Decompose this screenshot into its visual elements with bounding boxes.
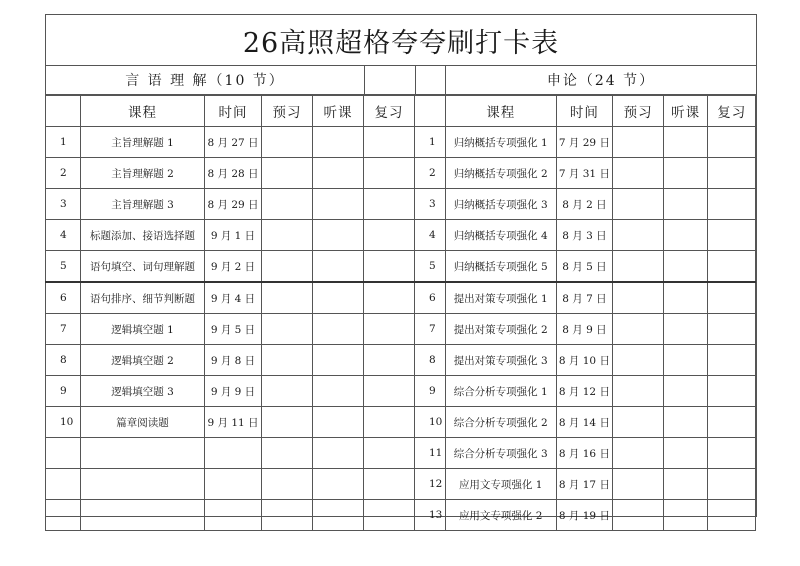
table-row bbox=[415, 189, 756, 220]
table-row bbox=[46, 500, 415, 531]
right-review-check[interactable] bbox=[708, 251, 756, 283]
table-row bbox=[415, 220, 756, 251]
left-course-date: 9 月 9 日 bbox=[205, 376, 262, 407]
table-row bbox=[46, 282, 415, 314]
table-row bbox=[46, 376, 415, 407]
left-preview-header: 预习 bbox=[262, 96, 313, 127]
left-course-date: 9 月 11 日 bbox=[205, 407, 262, 438]
right-preview-check[interactable] bbox=[613, 314, 663, 345]
left-preview-check[interactable] bbox=[262, 469, 313, 500]
right-review-check[interactable] bbox=[708, 314, 756, 345]
left-course-name: 主旨理解题 1 bbox=[81, 127, 205, 158]
right-course-date: 7 月 29 日 bbox=[556, 127, 613, 158]
left-preview-check[interactable] bbox=[262, 407, 313, 438]
left-preview-check[interactable] bbox=[262, 127, 313, 158]
right-review-check[interactable] bbox=[708, 500, 756, 531]
right-lecture-check[interactable] bbox=[663, 158, 708, 189]
right-lecture-check[interactable] bbox=[663, 314, 708, 345]
right-preview-check[interactable] bbox=[613, 220, 663, 251]
table-row bbox=[46, 345, 415, 376]
right-lecture-check[interactable] bbox=[663, 251, 708, 283]
right-course-date: 8 月 5 日 bbox=[556, 251, 613, 283]
table-row bbox=[415, 376, 756, 407]
right-table bbox=[414, 95, 756, 531]
right-review-check[interactable] bbox=[708, 469, 756, 500]
right-row-index: 5 bbox=[415, 251, 446, 283]
left-preview-check[interactable] bbox=[262, 220, 313, 251]
left-row-index: 6 bbox=[46, 282, 81, 314]
table-row bbox=[415, 469, 756, 500]
left-review-check[interactable] bbox=[364, 189, 415, 220]
table-row bbox=[46, 158, 415, 189]
right-preview-check[interactable] bbox=[613, 376, 663, 407]
right-course-name: 提出对策专项强化 2 bbox=[445, 314, 556, 345]
right-row-index: 13 bbox=[415, 500, 446, 531]
left-course-date: 9 月 8 日 bbox=[205, 345, 262, 376]
table-row bbox=[46, 469, 415, 500]
left-preview-check[interactable] bbox=[262, 282, 313, 314]
left-preview-check[interactable] bbox=[262, 189, 313, 220]
left-row-index bbox=[46, 500, 81, 531]
right-review-check[interactable] bbox=[708, 345, 756, 376]
right-preview-check[interactable] bbox=[613, 438, 663, 469]
right-lecture-check[interactable] bbox=[663, 469, 708, 500]
right-course-date: 8 月 2 日 bbox=[556, 189, 613, 220]
left-row-index bbox=[46, 469, 81, 500]
left-row-index: 8 bbox=[46, 345, 81, 376]
table-row bbox=[415, 500, 756, 531]
left-lecture-check[interactable] bbox=[313, 189, 364, 220]
left-row-index: 7 bbox=[46, 314, 81, 345]
left-lecture-check[interactable] bbox=[313, 345, 364, 376]
right-preview-check[interactable] bbox=[613, 282, 663, 314]
right-course-header: 课程 bbox=[445, 96, 556, 127]
right-row-index: 9 bbox=[415, 376, 446, 407]
table-row bbox=[46, 127, 415, 158]
checkin-sheet bbox=[45, 14, 757, 522]
right-course-date: 8 月 16 日 bbox=[556, 438, 613, 469]
right-row-index: 2 bbox=[415, 158, 446, 189]
right-index-header bbox=[415, 96, 446, 127]
right-course-date: 7 月 31 日 bbox=[556, 158, 613, 189]
left-preview-check[interactable] bbox=[262, 251, 313, 283]
right-row-index: 4 bbox=[415, 220, 446, 251]
right-course-date: 8 月 14 日 bbox=[556, 407, 613, 438]
right-course-date: 8 月 9 日 bbox=[556, 314, 613, 345]
right-row-index: 7 bbox=[415, 314, 446, 345]
right-section-spacer bbox=[415, 65, 445, 95]
table-row bbox=[415, 314, 756, 345]
right-lecture-check[interactable] bbox=[663, 376, 708, 407]
left-course-name bbox=[81, 438, 205, 469]
left-course-name: 主旨理解题 2 bbox=[81, 158, 205, 189]
left-course-date: 9 月 4 日 bbox=[205, 282, 262, 314]
left-review-check[interactable] bbox=[364, 158, 415, 189]
left-lecture-check[interactable] bbox=[313, 251, 364, 283]
right-course-name: 归纳概括专项强化 2 bbox=[445, 158, 556, 189]
right-preview-check[interactable] bbox=[613, 407, 663, 438]
right-row-index: 1 bbox=[415, 127, 446, 158]
right-preview-check[interactable] bbox=[613, 251, 663, 283]
left-review-check[interactable] bbox=[364, 438, 415, 469]
right-course-name: 综合分析专项强化 2 bbox=[445, 407, 556, 438]
right-preview-check[interactable] bbox=[613, 127, 663, 158]
table-row bbox=[46, 314, 415, 345]
left-lecture-check[interactable] bbox=[313, 407, 364, 438]
right-course-name: 归纳概括专项强化 4 bbox=[445, 220, 556, 251]
left-course-date bbox=[205, 469, 262, 500]
right-preview-check[interactable] bbox=[613, 189, 663, 220]
left-review-check[interactable] bbox=[364, 407, 415, 438]
right-lecture-check[interactable] bbox=[663, 438, 708, 469]
right-header-row bbox=[415, 96, 756, 127]
table-row bbox=[46, 251, 415, 283]
right-row-index: 11 bbox=[415, 438, 446, 469]
table-row bbox=[415, 127, 756, 158]
left-lecture-check[interactable] bbox=[313, 376, 364, 407]
left-course-date: 9 月 5 日 bbox=[205, 314, 262, 345]
right-time-header: 时间 bbox=[556, 96, 613, 127]
left-lecture-check[interactable] bbox=[313, 220, 364, 251]
left-row-index bbox=[46, 438, 81, 469]
left-review-check[interactable] bbox=[364, 251, 415, 283]
left-course-name: 逻辑填空题 2 bbox=[81, 345, 205, 376]
right-row-index: 8 bbox=[415, 345, 446, 376]
left-review-check[interactable] bbox=[364, 500, 415, 531]
left-lecture-header: 听课 bbox=[313, 96, 364, 127]
right-review-check[interactable] bbox=[708, 282, 756, 314]
right-review-check[interactable] bbox=[708, 220, 756, 251]
left-lecture-check[interactable] bbox=[313, 158, 364, 189]
right-review-check[interactable] bbox=[708, 127, 756, 158]
right-review-check[interactable] bbox=[708, 438, 756, 469]
left-lecture-check[interactable] bbox=[313, 469, 364, 500]
left-header-row bbox=[46, 96, 415, 127]
right-lecture-check[interactable] bbox=[663, 220, 708, 251]
right-review-check[interactable] bbox=[708, 407, 756, 438]
left-section-title: 言 语 理 解（10 节） bbox=[46, 65, 364, 95]
right-preview-check[interactable] bbox=[613, 500, 663, 531]
left-course-name: 逻辑填空题 3 bbox=[81, 376, 205, 407]
left-lecture-check[interactable] bbox=[313, 127, 364, 158]
right-row-index: 6 bbox=[415, 282, 446, 314]
left-preview-check[interactable] bbox=[262, 438, 313, 469]
left-preview-check[interactable] bbox=[262, 376, 313, 407]
table-row bbox=[415, 282, 756, 314]
right-preview-check[interactable] bbox=[613, 345, 663, 376]
left-review-check[interactable] bbox=[364, 282, 415, 314]
left-table bbox=[45, 95, 415, 531]
left-course-date: 8 月 27 日 bbox=[205, 127, 262, 158]
left-course-name: 标题添加、接语选择题 bbox=[81, 220, 205, 251]
left-review-check[interactable] bbox=[364, 314, 415, 345]
right-course-date: 8 月 7 日 bbox=[556, 282, 613, 314]
right-section-title: 申论（24 节） bbox=[445, 65, 756, 95]
left-course-date: 9 月 2 日 bbox=[205, 251, 262, 283]
left-row-index: 2 bbox=[46, 158, 81, 189]
left-course-name: 篇章阅读题 bbox=[81, 407, 205, 438]
left-course-name: 语句填空、词句理解题 bbox=[81, 251, 205, 283]
left-course-date: 8 月 28 日 bbox=[205, 158, 262, 189]
right-course-date: 8 月 19 日 bbox=[556, 500, 613, 531]
right-review-check[interactable] bbox=[708, 376, 756, 407]
table-row bbox=[46, 407, 415, 438]
left-course-date: 9 月 1 日 bbox=[205, 220, 262, 251]
left-course-name: 语句排序、细节判断题 bbox=[81, 282, 205, 314]
left-preview-check[interactable] bbox=[262, 500, 313, 531]
left-review-check[interactable] bbox=[364, 220, 415, 251]
left-time-header: 时间 bbox=[205, 96, 262, 127]
left-preview-check[interactable] bbox=[262, 314, 313, 345]
right-review-check[interactable] bbox=[708, 189, 756, 220]
left-course-date bbox=[205, 438, 262, 469]
table-row bbox=[46, 438, 415, 469]
left-row-index: 1 bbox=[46, 127, 81, 158]
left-preview-check[interactable] bbox=[262, 345, 313, 376]
right-lecture-header: 听课 bbox=[663, 96, 708, 127]
right-course-name: 综合分析专项强化 3 bbox=[445, 438, 556, 469]
left-course-name bbox=[81, 469, 205, 500]
left-course-date: 8 月 29 日 bbox=[205, 189, 262, 220]
right-lecture-check[interactable] bbox=[663, 345, 708, 376]
right-preview-check[interactable] bbox=[613, 158, 663, 189]
left-review-check[interactable] bbox=[364, 345, 415, 376]
left-course-name: 主旨理解题 3 bbox=[81, 189, 205, 220]
right-course-name: 应用文专项强化 2 bbox=[445, 500, 556, 531]
right-course-date: 8 月 3 日 bbox=[556, 220, 613, 251]
right-review-header: 复习 bbox=[708, 96, 756, 127]
table-row bbox=[46, 189, 415, 220]
table-row bbox=[415, 345, 756, 376]
right-course-name: 综合分析专项强化 1 bbox=[445, 376, 556, 407]
left-row-index: 4 bbox=[46, 220, 81, 251]
table-row bbox=[46, 220, 415, 251]
right-course-name: 应用文专项强化 1 bbox=[445, 469, 556, 500]
right-course-name: 归纳概括专项强化 5 bbox=[445, 251, 556, 283]
left-row-index: 5 bbox=[46, 251, 81, 283]
left-course-date bbox=[205, 500, 262, 531]
table-row bbox=[415, 158, 756, 189]
right-lecture-check[interactable] bbox=[663, 407, 708, 438]
left-review-check[interactable] bbox=[364, 469, 415, 500]
left-section-spacer bbox=[364, 65, 415, 95]
left-review-header: 复习 bbox=[364, 96, 415, 127]
right-course-name: 提出对策专项强化 3 bbox=[445, 345, 556, 376]
right-preview-header: 预习 bbox=[613, 96, 663, 127]
left-course-name bbox=[81, 500, 205, 531]
left-review-check[interactable] bbox=[364, 376, 415, 407]
right-course-name: 提出对策专项强化 1 bbox=[445, 282, 556, 314]
table-row bbox=[415, 407, 756, 438]
left-lecture-check[interactable] bbox=[313, 438, 364, 469]
left-course-name: 逻辑填空题 1 bbox=[81, 314, 205, 345]
left-preview-check[interactable] bbox=[262, 158, 313, 189]
table-row bbox=[415, 438, 756, 469]
right-course-date: 8 月 10 日 bbox=[556, 345, 613, 376]
right-lecture-check[interactable] bbox=[663, 189, 708, 220]
page-title: 26高照超格夸夸刷打卡表 bbox=[46, 15, 756, 66]
right-lecture-check[interactable] bbox=[663, 127, 708, 158]
left-course-header: 课程 bbox=[81, 96, 205, 127]
left-lecture-check[interactable] bbox=[313, 314, 364, 345]
left-index-header bbox=[46, 96, 81, 127]
right-row-index: 10 bbox=[415, 407, 446, 438]
right-row-index: 12 bbox=[415, 469, 446, 500]
right-review-check[interactable] bbox=[708, 158, 756, 189]
table-row bbox=[415, 251, 756, 283]
left-row-index: 3 bbox=[46, 189, 81, 220]
left-lecture-check[interactable] bbox=[313, 282, 364, 314]
left-row-index: 10 bbox=[46, 407, 81, 438]
right-course-date: 8 月 17 日 bbox=[556, 469, 613, 500]
right-course-date: 8 月 12 日 bbox=[556, 376, 613, 407]
right-course-name: 归纳概括专项强化 3 bbox=[445, 189, 556, 220]
left-review-check[interactable] bbox=[364, 127, 415, 158]
right-preview-check[interactable] bbox=[613, 469, 663, 500]
right-lecture-check[interactable] bbox=[663, 282, 708, 314]
left-row-index: 9 bbox=[46, 376, 81, 407]
left-lecture-check[interactable] bbox=[313, 500, 364, 531]
right-course-name: 归纳概括专项强化 1 bbox=[445, 127, 556, 158]
right-lecture-check[interactable] bbox=[663, 500, 708, 531]
right-row-index: 3 bbox=[415, 189, 446, 220]
